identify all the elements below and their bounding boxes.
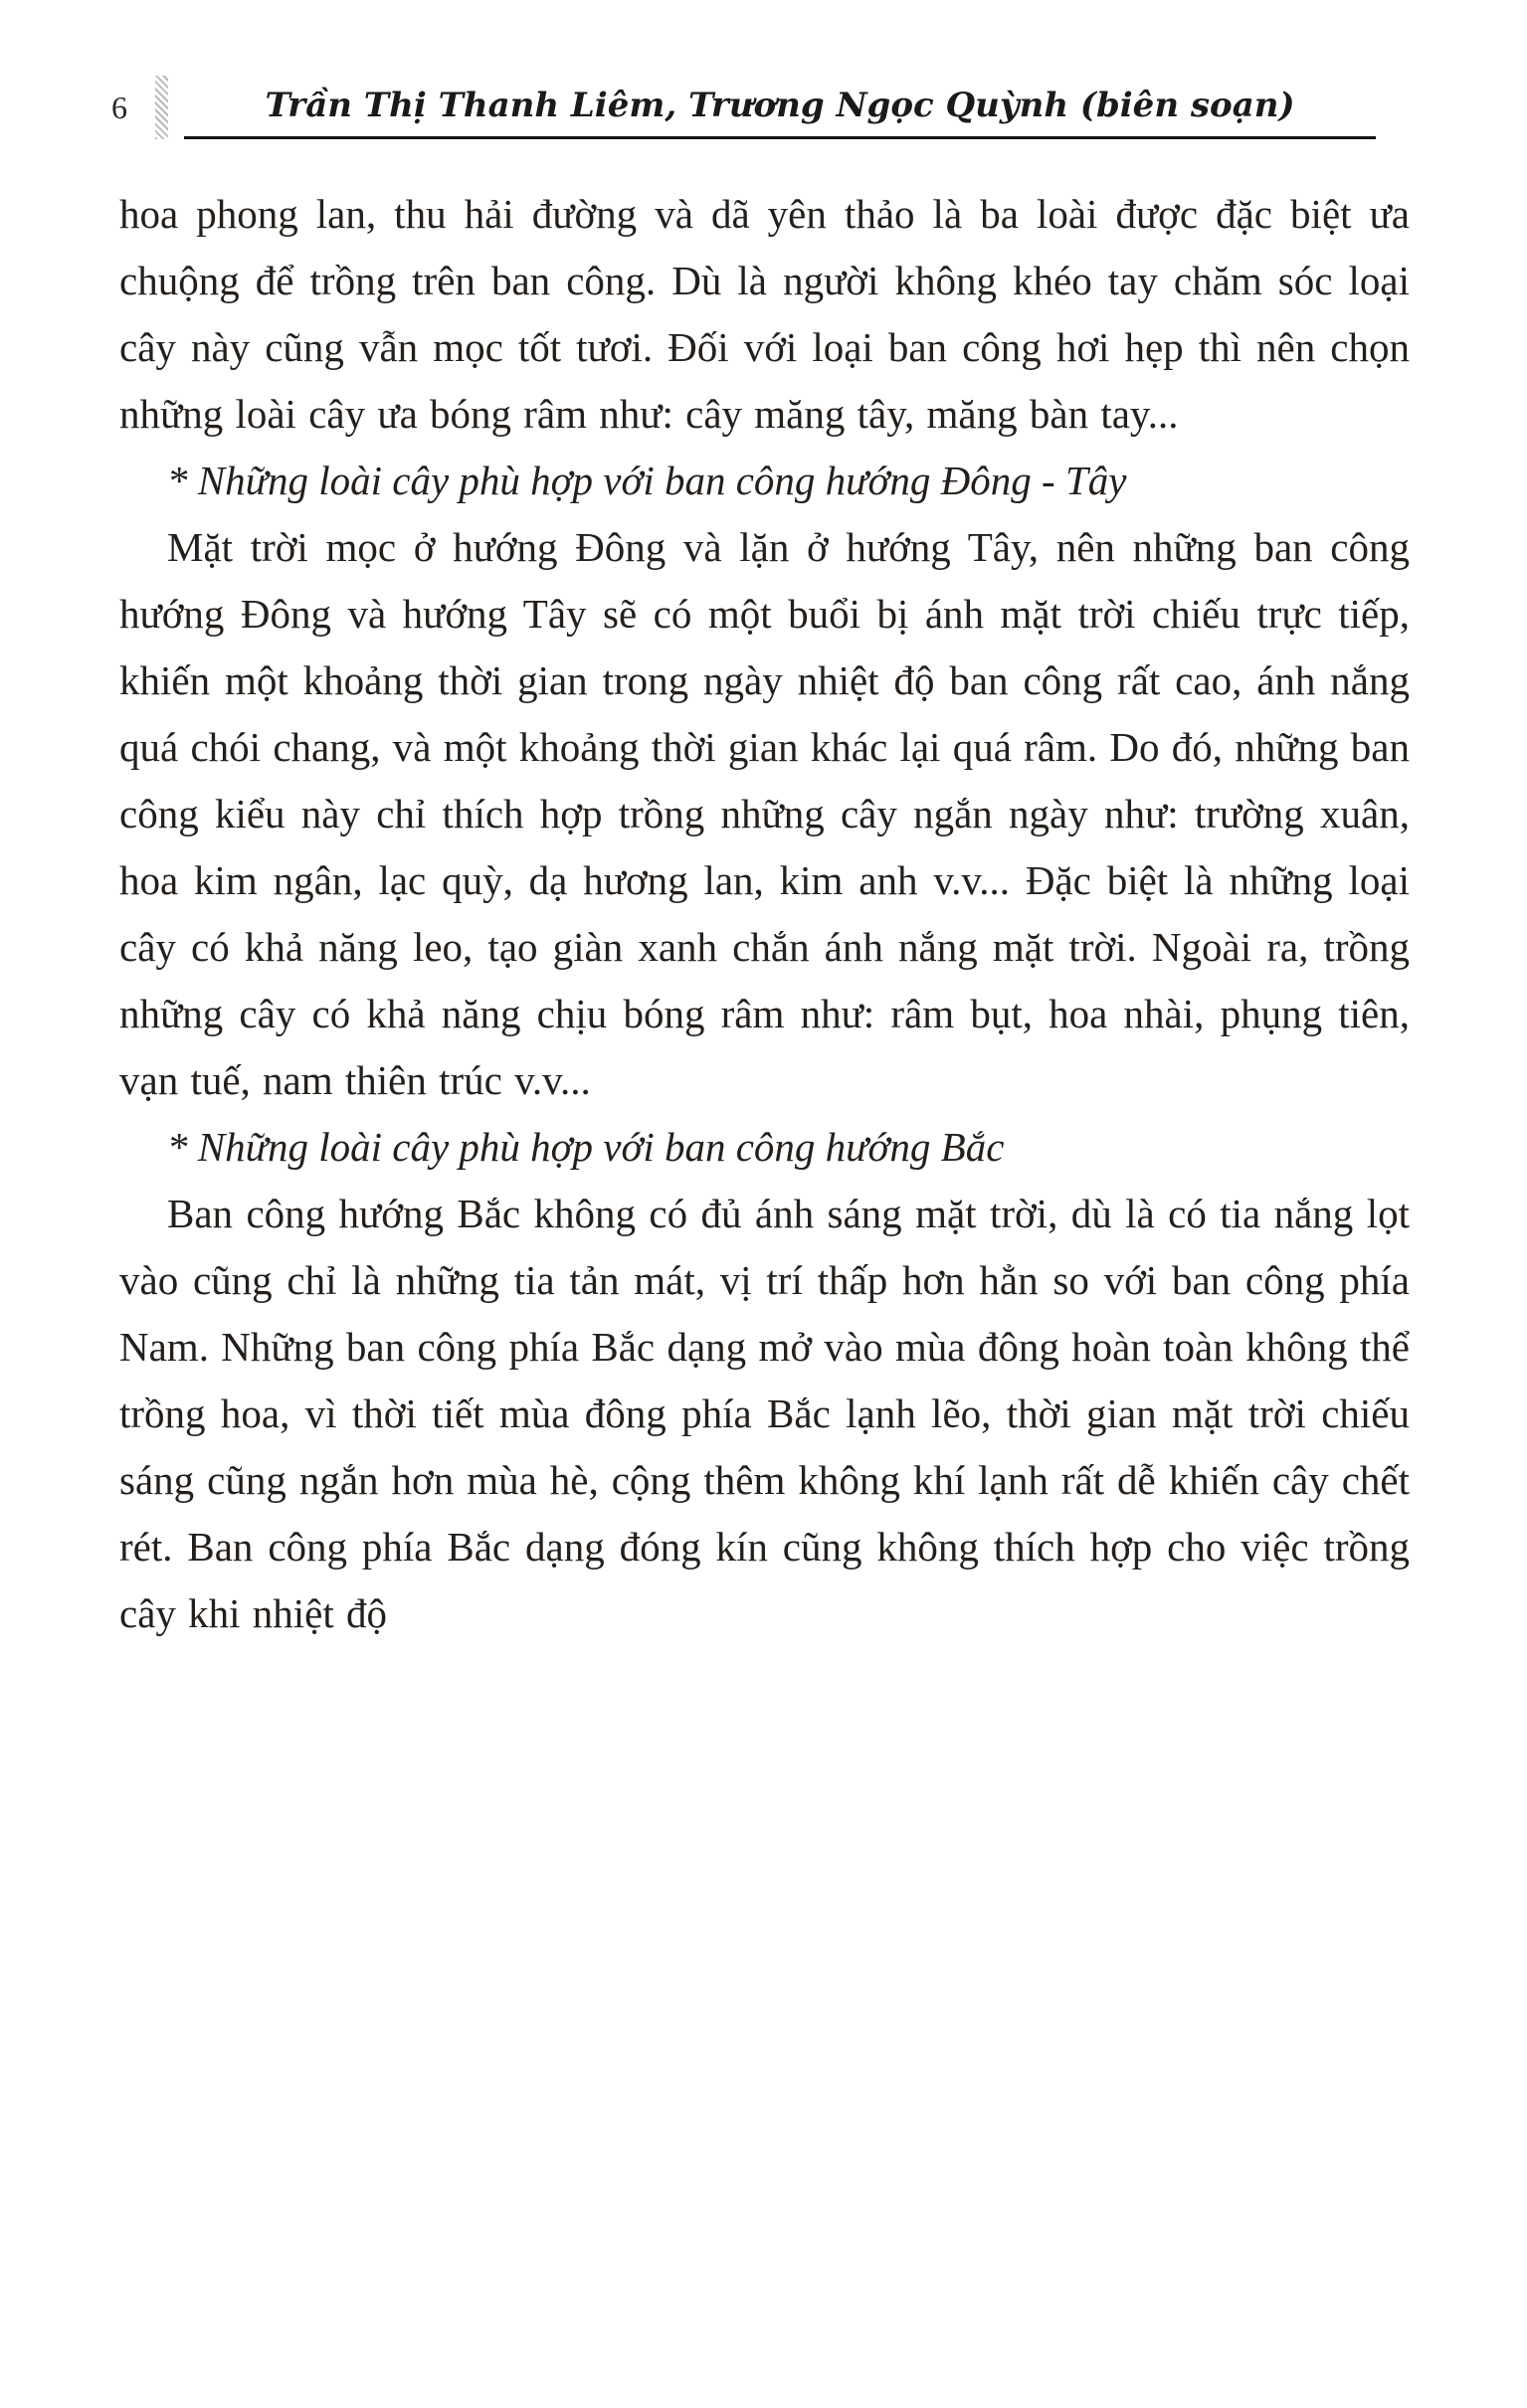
section-heading-north: * Những loài cây phù hợp với ban công hướng Bắc <box>167 1124 1005 1170</box>
page-header <box>111 76 1376 139</box>
header-ornament-bar <box>155 76 168 139</box>
page-number: 6 <box>111 90 127 125</box>
paragraph-balcony-flowers: hoa phong lan, thu hải đường và dã yên thảo là ba loài được đặc biệt ưa chuộng để trồng trên ban công. Dù là người không khéo tay chăm sóc loại cây này cũng vẫn mọc tốt tươi. Đối với loại ban công hơi hẹp thì nên chọn những loài cây ưa bóng râm như: cây măng tây, măng bàn tay... <box>119 191 1410 437</box>
paragraph-north-balcony: Ban công hướng Bắc không có đủ ánh sáng mặt trời, dù là có tia nắng lọt vào cũng chỉ là những tia tản mát, vị trí thấp hơn hẳn so với ban công phía Nam. Những ban công phía Bắc dạng mở vào mùa đông hoàn toàn không thể trồng hoa, vì thời tiết mùa đông phía Bắc lạnh lẽo, thời gian mặt trời chiếu sáng cũng ngắn hơn mùa hè, cộng thêm không khí lạnh rất dễ khiến cây chết rét. Ban công phía Bắc dạng đóng kín cũng không thích hợp cho việc trồng cây khi nhiệt độ <box>119 1191 1410 1636</box>
page-body <box>119 181 1410 1647</box>
header-rule <box>184 136 1376 139</box>
section-heading-east-west: * Những loài cây phù hợp với ban công hướng Đông - Tây <box>167 458 1127 503</box>
header-main <box>184 86 1376 139</box>
header-title: Trần Thị Thanh Liêm, Trương Ngọc Quỳnh (biên soạn) <box>265 86 1295 126</box>
paragraph-east-west-balcony: Mặt trời mọc ở hướng Đông và lặn ở hướng Tây, nên những ban công hướng Đông và hướng Tây sẽ có một buổi bị ánh mặt trời chiếu trực tiếp, khiến một khoảng thời gian trong ngày nhiệt độ ban công rất cao, ánh nắng quá chói chang, và một khoảng thời gian khác lại quá râm. Do đó, những ban công kiểu này chỉ thích hợp trồng những cây ngắn ngày như: trường xuân, hoa kim ngân, lạc quỳ, dạ hương lan, kim anh v.v... Đặc biệt là những loại cây có khả năng leo, tạo giàn xanh chắn ánh nắng mặt trời. Ngoài ra, trồng những cây có khả năng chịu bóng râm như: râm bụt, hoa nhài, phụng tiên, vạn tuế, nam thiên trúc v.v... <box>119 524 1410 1103</box>
